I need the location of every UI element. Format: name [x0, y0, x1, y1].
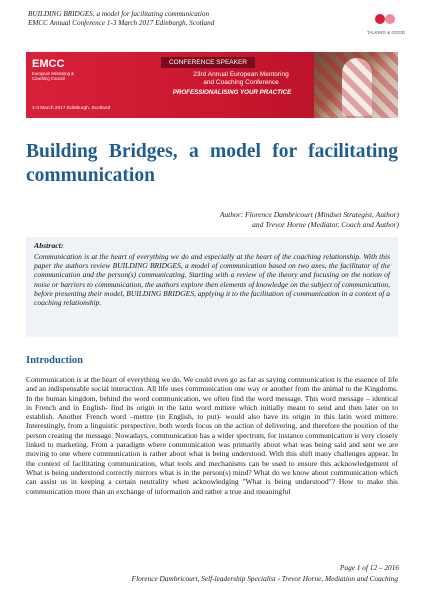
- footer-credits: Florence Dambricourt, Self-leadership Specialist - Trevor Horne, Mediation and Coaching: [131, 574, 398, 583]
- logo-text: TALKING & GOOD: [366, 30, 406, 35]
- conference-banner: [26, 52, 398, 118]
- conference-name: [166, 71, 316, 87]
- abstract-text: Communication is at the heart of everything we do and especially at the heart of the coaching relationship. With this paper the authors review BUILDING BRIDGES, a model of communication based on two axes, the facilitator of the communication and the person(s) communicating. Starting with a review of the theory and focusing on the notion of noise or barriers to communication, the authors explore then elements of knowledge on the subject of communication, before presenting their model, BUILDING BRIDGES, applying it to the facilitation of communication in a context of a coaching relationship.: [34, 252, 390, 308]
- conference-line-1: 23rd Annual European Mentoring: [193, 71, 289, 78]
- abstract-label: Abstract:: [34, 241, 64, 250]
- author-line-2: and Trevor Horne (Mediator, Coach and Author): [252, 220, 399, 229]
- emcc-logo: EMCC: [32, 58, 65, 70]
- emcc-subtitle: European Mentoring & Coaching Council: [32, 71, 74, 81]
- author-block: [99, 210, 399, 230]
- paper-title: Building Bridges, a model for facilitating communication: [26, 141, 398, 186]
- running-header: [28, 10, 214, 28]
- conference-dates: 1-3 March 2017 Edinburgh, Scotland: [32, 106, 111, 111]
- talking-logo: [365, 8, 407, 38]
- page-number: Page 1 of 12 – 2016: [340, 563, 399, 572]
- speaker-badge: CONFERENCE SPEAKER: [161, 57, 255, 68]
- logo-mark-icon: [365, 8, 407, 30]
- running-header-event: EMCC Annual Conference 1-3 March 2017 Edinburgh, Scotland: [28, 19, 215, 27]
- tartan-pattern: [314, 52, 398, 118]
- running-header-title: BUILDING BRIDGES, a model for facilitating communication: [28, 10, 210, 18]
- conference-line-2: and Coaching Conference: [203, 79, 279, 86]
- conference-theme: PROFESSIONALISING YOUR PRACTICE: [172, 89, 292, 96]
- abstract-box: [26, 237, 398, 337]
- section-body: Communication is at the heart of everything we do. We could even go as far as saying communication is the essence of life and an indispensable social interaction. All life uses communication one way or another from the animal to the Kingdoms. In the human kingdom, behind the word communication, we often find the word message. This word message – identical in French and in English- find its origin in the latin word mittere which initially meant to send and then later on to establish. Another French word –mettre (in English, to put)- would also have its origin in this latin word mittere. Interestingly, from a linguistic perspective, both words focus on the action of delivering, and therefore the position of the person creating the message. Nowadays, communication has a wider spectrum, for instance communication is very closely linked to marketing. From a paradigm where communication was primarily about what was being said and sent we are moving to one where communication is rather about what is being understood. With this shift many challenges appear. In the context of facilitating communication, what tools and mechanisms can be used to ensure this acknowledgement of What is being understood correctly mirrors what is in the person(s) mind? What do we know about communication which can assist us in keeping a certain neutrality when acknowledging "What is being understood"? How to make this communication more than an exchange of information and rather a true and meaningful: [26, 375, 398, 496]
- section-heading: Introduction: [26, 355, 83, 366]
- author-line-1: Author: Florence Dambricourt (Mindset Strategist, Author): [219, 210, 399, 219]
